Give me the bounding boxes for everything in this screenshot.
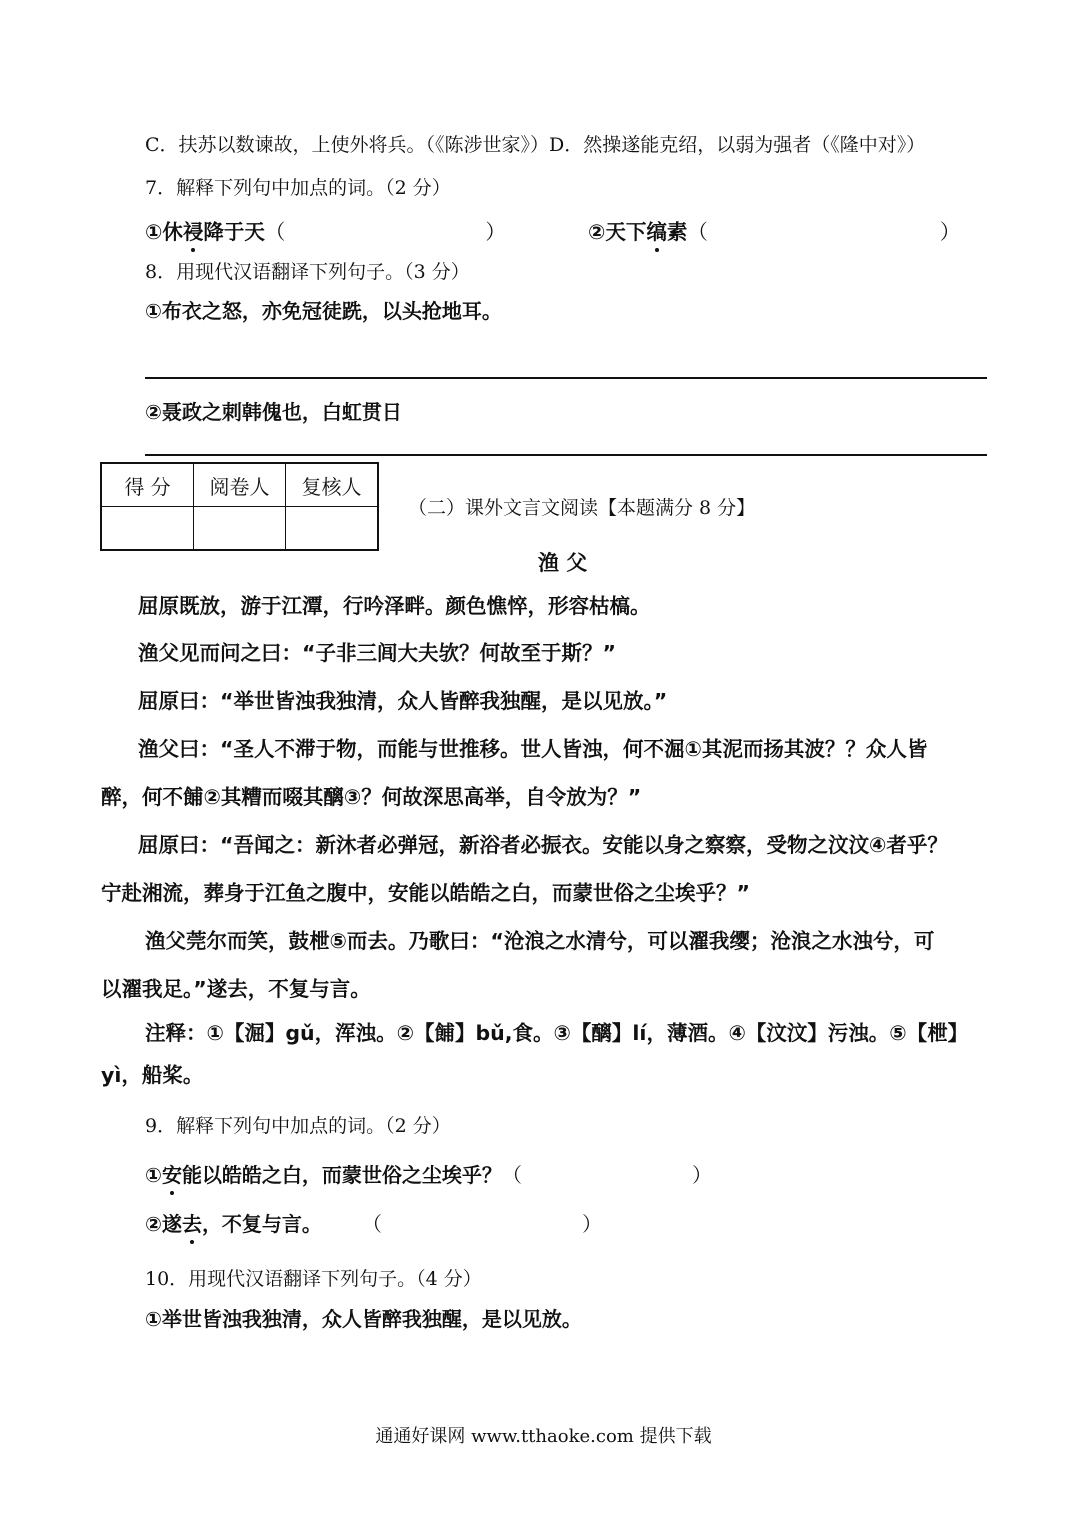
q9-item-2-dotted-char: 去 xyxy=(181,1212,202,1236)
passage-paragraph-6-cont: 以濯我足。”遂去，不复与言。 xyxy=(101,977,371,1001)
passage-paragraph-3: 屈原曰：“举世皆浊我独清，众人皆醉我独醒，是以见放。” xyxy=(138,689,668,713)
q8-answer-line-1[interactable] xyxy=(145,377,987,379)
passage-paragraph-2: 渔父见而问之曰：“子非三闾大夫欤？何故至于斯？” xyxy=(138,641,616,665)
q9-item-2: ②遂去，不复与言。 （ ） xyxy=(145,1212,602,1236)
passage-paragraph-4-cont: 醉，何不餔②其糟而啜其醨③？何故深思高举，自令放为？” xyxy=(101,785,642,809)
q8-answer-line-2[interactable] xyxy=(145,454,987,456)
passage-paragraph-1: 屈原既放，游于江潭，行吟泽畔。颜色憔悴，形容枯槁。 xyxy=(138,594,651,618)
q8-prompt: 8．用现代汉语翻译下列句子。（3 分） xyxy=(145,261,470,283)
q7-prompt: 7．解释下列句中加点的词。（2 分） xyxy=(145,177,451,199)
q9-prompt: 9．解释下列句中加点的词。（2 分） xyxy=(145,1115,451,1137)
q8-sentence-2: ②聂政之刺韩傀也，白虹贯日 xyxy=(145,400,402,424)
q7-item-2: ②天下缟素（ ） xyxy=(588,220,961,244)
q10-prompt: 10．用现代汉语翻译下列句子。（4 分） xyxy=(145,1268,482,1290)
grader-cell[interactable] xyxy=(194,507,286,551)
reviewer-header: 复核人 xyxy=(286,463,379,507)
passage-notes: 注释：①【淈】gǔ，浑浊。②【餔】bǔ,食。③【醨】lí，薄酒。④【汶汶】污浊。⑤【枻】 xyxy=(145,1021,969,1045)
q6-option-d: D．然操遂能克绍，以弱为强者（《隆中对》） xyxy=(549,134,926,156)
q7-item-2-dotted-char: 缟 xyxy=(646,220,667,244)
score-cell[interactable] xyxy=(101,507,194,551)
q6-option-c: C．扶苏以数谏故，上使外将兵。（《陈涉世家》） xyxy=(145,134,550,156)
q10-sentence-1: ①举世皆浊我独清，众人皆醉我独醒，是以见放。 xyxy=(145,1307,582,1331)
passage-paragraph-6: 渔父莞尔而笑，鼓枻⑤而去。乃歌曰：“沧浪之水清兮，可以濯我缨；沧浪之水浊兮，可 xyxy=(145,929,935,953)
passage-title: 渔 父 xyxy=(538,551,588,575)
q6-options xyxy=(145,131,925,159)
grader-header: 阅卷人 xyxy=(194,463,286,507)
score-header: 得 分 xyxy=(101,463,194,507)
score-table xyxy=(100,462,379,551)
q9-item-1-dotted-char: 安 xyxy=(161,1163,182,1187)
q7-item-1-dotted-char: 祲 xyxy=(182,220,204,244)
page-footer: 通通好课网 www.tthaoke.com 提供下载 xyxy=(375,1426,712,1447)
reviewer-cell[interactable] xyxy=(286,507,379,551)
passage-notes-cont: yì，船桨。 xyxy=(101,1063,204,1087)
passage-paragraph-4: 渔父曰：“圣人不滞于物，而能与世推移。世人皆浊，何不淈①其泥而扬其波？？众人皆 xyxy=(138,737,928,761)
section-2-heading: （二）课外文言文阅读【本题满分 8 分】 xyxy=(408,497,756,519)
q9-item-1: ①安能以皓皓之白，而蒙世俗之尘埃乎？（ ） xyxy=(145,1163,712,1187)
q8-sentence-1: ①布衣之怒，亦免冠徒跣，以头抢地耳。 xyxy=(145,299,502,323)
passage-paragraph-5-cont: 宁赴湘流，葬身于江鱼之腹中，安能以皓皓之白，而蒙世俗之尘埃乎？” xyxy=(101,881,750,905)
passage-paragraph-5: 屈原曰：“吾闻之：新沐者必弹冠，新浴者必振衣。安能以身之察察，受物之汶汶④者乎？ xyxy=(138,833,948,857)
q7-item-1: ①休祲降于天（ ） xyxy=(145,220,506,244)
